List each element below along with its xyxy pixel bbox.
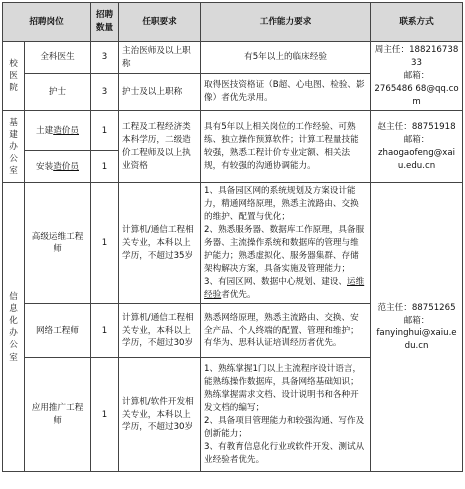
table-row [3, 42, 463, 74]
dept-hospital: 校医院 [3, 42, 25, 111]
count-nurse: 3 [91, 74, 119, 111]
count-net: 1 [91, 304, 119, 358]
table-row [3, 183, 463, 304]
count-app: 1 [91, 358, 119, 472]
position-civil: 土建造价员 [25, 111, 91, 151]
ability-gp: 有5年以上的临床经验 [201, 42, 371, 74]
requirement-nurse: 护士及以上职称 [119, 74, 201, 111]
contact-hospital [371, 42, 463, 111]
ability-app-item: 3、有教育信息化行业或软件开发、测试从业经验者优先。 [204, 441, 365, 465]
header-row [3, 3, 463, 42]
position-net: 网络工程师 [25, 304, 91, 358]
contact-info [371, 183, 463, 472]
dept-info: 信息化办公室 [3, 183, 25, 472]
requirement-gp: 主治医师及以上职称 [119, 42, 201, 74]
contact-info-email[interactable]: fanyinghui@xaiu.edu.cn [376, 328, 457, 352]
count-gp: 3 [91, 42, 119, 74]
ability-nurse: 取得医技资格证（B超、心电图、检验、影像）者优先录用。 [201, 74, 371, 111]
ability-ops-item: 2、熟悉服务器、数据库工作原理，具备服务器、主流操作系统和数据库的管理与维护能力；熟悉虚拟化、服务器集群、存储架构解决方案，具备实施及管理能力； [204, 225, 365, 274]
ability-net: 熟悉网络原理，熟悉主流路由、交换、安全产品、个人终端的配置、管理和维护；有华为、思科认证培训经历者优先。 [201, 304, 371, 358]
position-gp: 全科医生 [25, 42, 91, 74]
position-nurse: 护士 [25, 74, 91, 111]
position-install: 安装造价员 [25, 151, 91, 183]
ability-ops [201, 183, 371, 304]
requirement-cost: 工程及工程经济类本科学历，二级造价工程师及以上执业资格 [119, 111, 201, 183]
requirement-ops: 计算机/通信工程相关专业，本科以上学历，不超过35岁 [119, 183, 201, 304]
count-install: 1 [91, 151, 119, 183]
contact-hospital-phone: 周主任：18821673833 [374, 45, 459, 68]
header-requirement: 任职要求 [119, 3, 201, 42]
ability-app-item: 1、熟练掌握1门以上主流程序设计语言，能熟练操作数据库，具备网络基础知识；熟练掌握需求文档、设计说明书和各种开发文档的编写； [204, 364, 362, 414]
ability-app [201, 358, 371, 472]
position-ops: 高级运维工程师 [25, 183, 91, 304]
contact-info-email-label: 邮箱： [403, 315, 430, 326]
dept-infra: 基建办公室 [3, 111, 25, 183]
header-position: 招聘岗位 [3, 3, 91, 42]
contact-infra [371, 111, 463, 183]
ability-cost: 具有5年以上相关岗位的工作经验、可熟练、独立操作预算软件；计算工程量技能较强，熟悉工程计价专业定额、相关法规，有较强的沟通协调能力。 [201, 111, 371, 183]
contact-info-phone: 范主任：88751265 [377, 302, 456, 313]
requirement-net: 计算机/通信工程相关专业，本科以上学历，不超过30岁 [119, 304, 201, 358]
contact-hospital-email[interactable]: 2765486 68@qq.com [374, 83, 459, 107]
header-contact: 联系方式 [371, 3, 463, 42]
ability-ops-item: 3、有园区网、数据中心规划、建设、运维经验者优先。 [204, 276, 365, 300]
header-ability: 工作能力要求 [201, 3, 371, 42]
count-civil: 1 [91, 111, 119, 151]
table-row [3, 111, 463, 151]
contact-infra-email[interactable]: zhaogaofeng@xaiu.edu.cn [378, 147, 456, 171]
position-app: 应用推广工程师 [25, 358, 91, 472]
recruitment-table [2, 2, 463, 472]
requirement-app: 计算机/软件开发相关专业，本科以上学历，不超过30岁 [119, 358, 201, 472]
ability-ops-item: 1、具备园区网的系统规划及方案设计能力，精通网络原理，熟悉主流路由、交换的维护、配置与优化； [204, 186, 359, 223]
count-ops: 1 [91, 183, 119, 304]
contact-infra-email-label: 邮箱： [403, 135, 430, 146]
header-count: 招聘数量 [91, 3, 119, 42]
contact-hospital-email-label: 邮箱： [403, 70, 430, 81]
ability-app-item: 2、具备项目管理能力和较强沟通、写作及创新能力； [204, 415, 365, 439]
contact-infra-phone: 赵主任：88751918 [377, 122, 456, 133]
